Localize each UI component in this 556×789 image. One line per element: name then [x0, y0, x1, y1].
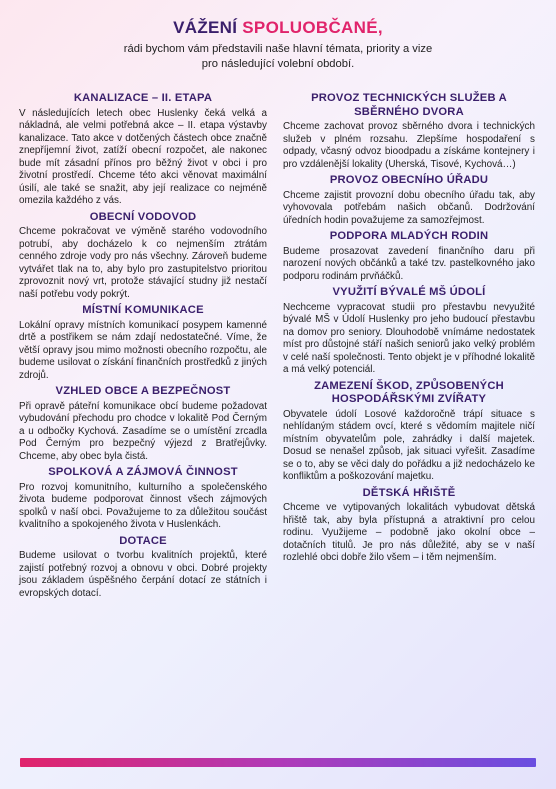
- section-title: KANALIZACE – II. ETAPA: [73, 92, 213, 104]
- section-title: MÍSTNÍ KOMUNIKACE: [82, 304, 204, 316]
- subtitle-line-2: pro následující volební období.: [201, 57, 355, 70]
- section-skody-zvirata: [283, 380, 535, 484]
- section-text: V následujících letech obec Huslenky čeká velká a nákladná, ale velmi potřebná akce – II. etapa výstavby kanalizace. Tato akce v dotčených částech obce značně znepříjemní život, zatíží obecní rozpočet, ale nakonec bude mít zásadní přínos pro běžný život v obci i pro životní prostředí. Chceme této akci věnovat maximální úsilí, ale také se snažit, aby její realizace co nejméně omezila každého z vás.: [19, 107, 267, 206]
- subtitle: [0, 42, 556, 71]
- section-text: Chceme pokračovat ve výměně starého vodovodního potrubí, aby docházelo k co nejmenším ztrátám cenného zdroje vody pro nás všechny. Zároveň budeme vytvářet tlak na to, aby bylo pro zastupitelstvo prioritou zprovoznit nový vrt, protože stávající studny již nestačí naší potřebu vody pokrýt.: [19, 226, 267, 300]
- section-title: ZAMEZENÍ ŠKOD, ZPŮSOBENÝCH HOSPODÁŘSKÝMI ZVÍŘATY: [314, 379, 504, 405]
- section-text: Chceme zajistit provozní dobu obecního úřadu tak, aby vyhovovala potřebám našich občanů. Dodržování úředních hodin považujeme za samozřejmost.: [283, 189, 535, 226]
- section-spolky: [19, 466, 267, 532]
- subtitle-line-1: rádi bychom vám představili naše hlavní témata, priority a vize: [123, 43, 433, 55]
- section-title: PROVOZ OBECNÍHO ÚŘADU: [329, 174, 489, 186]
- right-column: [283, 92, 535, 568]
- bottom-gradient-bar: [20, 758, 536, 767]
- header: [0, 18, 556, 71]
- section-title: VZHLED OBCE A BEZPEČNOST: [55, 385, 231, 397]
- section-dotace: [19, 535, 267, 601]
- section-vzhled-bezpecnost: [19, 385, 267, 463]
- section-title: VYUŽITÍ BÝVALÉ MŠ ÚDOLÍ: [332, 286, 486, 298]
- section-title: OBECNÍ VODOVOD: [89, 210, 197, 223]
- section-bývala-ms: [283, 286, 535, 377]
- section-text: Obyvatele údolí Losové každoročně trápí situace s nehlídaným stádem ovcí, které s vědomím majitele ničí místním obyvatelům pole, zahrádky i další majetek. Dosud se nenašel způsob, jak situaci vyřešit. Zasadíme se o to, aby se věci daly do pořádku a již nedocházelo ke konfliktům a poškozování majetku.: [283, 408, 535, 482]
- title-accent: SPOLUOBČANÉ,: [242, 18, 383, 37]
- section-text: Pro rozvoj komunitního, kulturního a společenského života budeme podporovat činnost všech zájmových spolků v naší obci. Považujeme to za důležitou součást kvalitního a spokojeného života v Huslenkách.: [19, 481, 267, 530]
- section-text: Budeme prosazovat zavedení finančního daru při narození nových občánků a také tzv. pastelkovného jako podporu rodinám prvňáčků.: [283, 245, 535, 282]
- section-kanalizace: [19, 92, 267, 208]
- section-title: DOTACE: [119, 534, 167, 547]
- section-title: PODPORA MLADÝCH RODIN: [329, 230, 489, 242]
- section-text: Chceme ve vytipovaných lokalitách vybudovat dětská hřiště tak, aby byla přístupná a atraktivní pro celou rodinu. Využijeme – podobně jako okolní obce – dotačních titulů. Je pro nás důležité, aby se v naší rozlehlé obci dobře žilo všem – i těm nejmenším.: [283, 502, 535, 563]
- section-komunikace: [19, 304, 267, 382]
- section-text: Lokální opravy místních komunikací posypem kamenné drtě a postřikem se nám zdají nedostatečné. Víme, že větší opravy jsou mimo možnosti obecního rozpočtu, ale budeme usilovat o získání finančních prostředků z jiných zdrojů.: [19, 319, 267, 381]
- left-column: [19, 92, 267, 603]
- section-text: Chceme zachovat provoz sběrného dvora i technických služeb v plném rozsahu. Zlepšíme hospodaření s odpady, včasný odvoz bioodpadu a získáme kontejnery i pro vzdálenější lokality (Uherská, Tisové, Kychová…): [283, 121, 535, 170]
- section-mlade-rodiny: [283, 230, 535, 283]
- section-technicke-sluzby: [283, 92, 535, 171]
- section-title: SPOLKOVÁ A ZÁJMOVÁ ČINNOST: [48, 466, 238, 478]
- section-title: DĚTSKÁ HŘIŠTĚ: [362, 486, 456, 499]
- section-text: Při opravě páteřní komunikace obcí budeme požadovat vybudování přechodu pro chodce v lokalitě Pod Černým a u odbočky Kychová. Zasadíme se o umístění zrcadla Pod Černým pro bezpečný výjezd z Bratřejůvky. Chceme, aby obec byla čistá.: [19, 400, 267, 462]
- section-vodovod: [19, 211, 267, 302]
- title-text: VÁŽENÍ: [173, 18, 243, 37]
- section-title: PROVOZ TECHNICKÝCH SLUŽEB A SBĚRNÉHO DVORA: [311, 92, 507, 118]
- page-title: [0, 18, 556, 38]
- section-text: Budeme usilovat o tvorbu kvalitních projektů, které zajistí potřebný rozvoj a obnovu v obci. Dobré projekty jsou základem úspěšného čerpání dotací ze státních i evropských dotací.: [19, 550, 267, 599]
- section-detska-hriste: [283, 487, 535, 565]
- section-obecni-urad: [283, 174, 535, 227]
- section-text: Nechceme vypracovat studii pro přestavbu nevyužité bývalé MŠ v Údolí Huslenky pro jeho budoucí přestavbu na domov pro seniory. Dlouhodobě vnímáme nedostatek míst pro důstojné stáří našich seniorů jako velký problém v celé naší společnosti. Tento objekt je v příhodné lokalitě a má velký potenciál.: [283, 301, 535, 375]
